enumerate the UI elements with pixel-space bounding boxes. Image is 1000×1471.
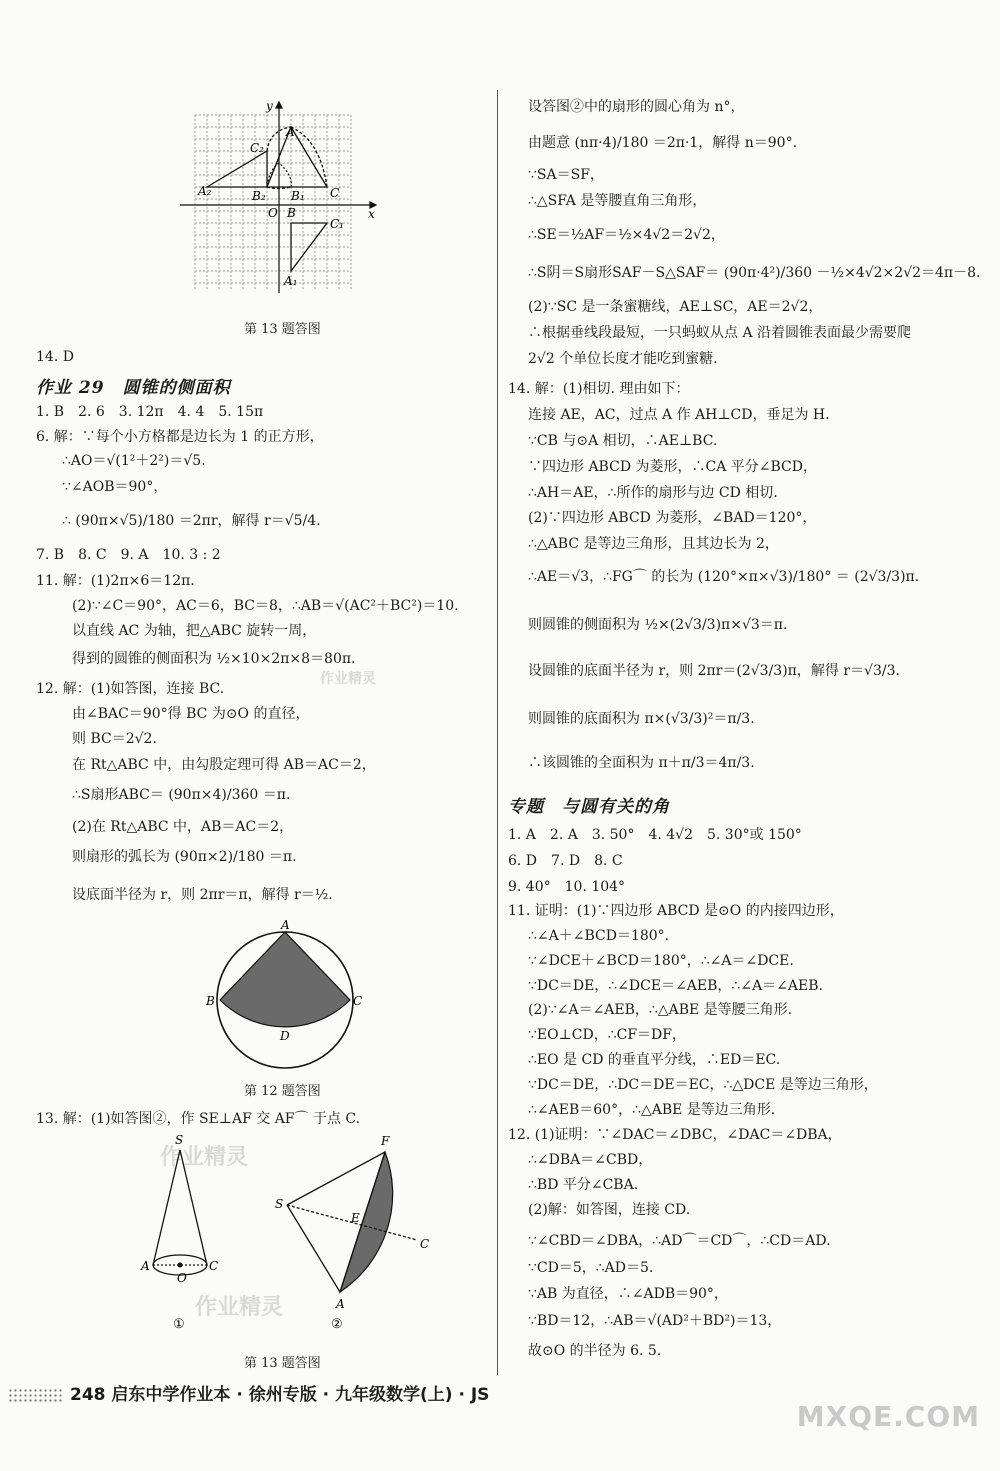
figure-12-diagram xyxy=(200,915,370,1070)
footer-dot-pattern xyxy=(8,1388,64,1402)
right-line-12: ∵四边形 ABCD 为菱形，∴CA 平分∠BCD， xyxy=(528,459,817,475)
sector-label-C: C xyxy=(420,1237,430,1251)
right-line-15: ∴△ABC 是等边三角形，且其边长为 2， xyxy=(528,536,779,552)
cone xyxy=(153,1150,207,1275)
right-line-16: ∴AE＝√3，∴FG⌒ 的长为 (120°×π×√3)/180° ＝ (2√3/3)π. xyxy=(528,569,920,585)
right-line-5: ∴S阴＝S扇形SAF－S△SAF＝ (90π·4²)/360 －½×4√2×2√2＝4π－8. xyxy=(528,265,981,281)
label-B: B xyxy=(287,206,296,220)
section-title-29: 作业 29 圆锥的侧面积 xyxy=(36,378,231,398)
cone-label-A: A xyxy=(141,1259,150,1273)
answer-14: 14. D xyxy=(36,349,74,365)
site-watermark: MXQE.COM xyxy=(796,1400,980,1433)
page-footer xyxy=(8,1380,489,1405)
center-dot xyxy=(178,1263,183,1268)
figure-13b-caption: 第 13 题答图 xyxy=(244,1356,321,1371)
right2-line-10: ∵DC＝DE，∴DC＝DE＝EC，∴△DCE 是等边三角形， xyxy=(528,1077,878,1093)
right-line-3: ∴△SFA 是等腰直角三角形， xyxy=(528,193,707,209)
right2-line-7: (2)∵∠A＝∠AEB，∴△ABE 是等腰三角形. xyxy=(528,1002,793,1018)
sector-label-F: F xyxy=(381,1134,390,1148)
figure-label-2: ② xyxy=(331,1317,343,1332)
label-C: C xyxy=(330,186,340,200)
right2-line-5: ∵∠DCE＋∠BCD＝180°，∴∠A＝∠DCE. xyxy=(528,953,794,969)
right-line-17: 则圆锥的侧面积为 ½×(2√3/3)π×√3＝π. xyxy=(528,617,788,633)
label-A1: A₁ xyxy=(284,274,298,288)
cone-label-S: S xyxy=(175,1133,184,1147)
sector-label-A: A xyxy=(336,1297,345,1311)
grid-lines xyxy=(195,115,351,290)
figure-13-caption: 第 13 题答图 xyxy=(244,322,321,337)
right-line-20: ∴该圆锥的全面积为 π＋π/3＝4π/3. xyxy=(528,755,755,771)
left-q13-line: 13. 解：(1)如答图②，作 SE⊥AF 交 AF⌒ 于点 C. xyxy=(36,1111,361,1127)
sector-label-S: S xyxy=(275,1197,284,1211)
right2-line-3: 11. 证明：(1)∵四边形 ABCD 是⊙O 的内接四边形， xyxy=(508,903,844,919)
right2-line-14: ∴BD 平分∠CBA. xyxy=(528,1177,639,1193)
left-line-6: 11. 解：(1)2π×6＝12π. xyxy=(36,573,195,589)
right-line-2: ∵SA＝SF， xyxy=(528,167,604,183)
right-line-8: 2√2 个单位长度才能吃到蜜糖. xyxy=(528,351,718,367)
left-line-3: ∵∠AOB＝90°， xyxy=(62,479,168,495)
right-line-11: ∵CB 与⊙A 相切，∴AE⊥BC. xyxy=(528,433,718,449)
left-line-11: 由∠BAC＝90°得 BC 为⊙O 的直径， xyxy=(72,706,310,722)
left-line-12: 则 BC＝2√2. xyxy=(72,731,157,747)
right2-line-0: 1. A 2. A 3. 50° 4. 4√2 5. 30°或 150° xyxy=(508,827,802,843)
footer-title: 启东中学作业本 · 徐州专版 · 九年级数学(上) · JS xyxy=(111,1385,490,1405)
figure-label-1: ① xyxy=(173,1317,185,1332)
left-line-10: 12. 解：(1)如答图，连接 BC. xyxy=(36,681,225,697)
left-line-17: 设底面半径为 r，则 2πr＝π，解得 r＝½. xyxy=(72,887,333,903)
left-line-14: ∴S扇形ABC＝ (90π×4)/360 ＝π. xyxy=(72,787,291,803)
right-line-10: 连接 AE，AC，过点 A 作 AH⊥CD，垂足为 H. xyxy=(528,407,830,423)
left-line-13: 在 Rt△ABC 中，由勾股定理可得 AB＝AC＝2， xyxy=(72,757,376,773)
right-line-0: 设答图②中的扇形的圆心角为 n°， xyxy=(528,99,745,115)
section-title-special: 专题 与圆有关的角 xyxy=(508,797,670,817)
page-number: 248 xyxy=(70,1385,106,1405)
stamp-watermark-1: 作业精灵 xyxy=(320,671,376,687)
right2-line-11: ∴∠AEB＝60°，∴△ABE 是等边三角形. xyxy=(528,1102,776,1118)
left-line-15: (2)在 Rt△ABC 中，AB＝AC＝2， xyxy=(72,819,294,835)
right2-line-2: 9. 40° 10. 104° xyxy=(508,879,626,895)
label-B2: B₂ xyxy=(252,189,266,203)
right-line-9: 14. 解：(1)相切. 理由如下： xyxy=(508,381,690,397)
right-line-1: 由题意 (nπ·4)/180 ＝2π·1，解得 n＝90°. xyxy=(528,135,798,151)
right2-line-17: ∵CD＝5，∴AD＝5. xyxy=(528,1260,654,1276)
figure-13b-diagram xyxy=(135,1130,445,1340)
left-line-9: 得到的圆锥的侧面积为 ½×10×2π×8＝80π. xyxy=(72,651,356,667)
left-line-8: 以直线 AC 为轴，把△ABC 旋转一周， xyxy=(72,623,317,639)
right2-line-9: ∴EO 是 CD 的垂直平分线，∴ED＝EC. xyxy=(528,1052,781,1068)
right-line-7: ∴根据垂线段最短，一只蚂蚁从点 A 沿着圆锥表面最少需要爬 xyxy=(528,325,912,341)
sector-label-E: E xyxy=(351,1211,360,1225)
right2-line-6: ∵DC＝DE，∴∠DCE＝∠AEB，∴∠A＝∠AEB. xyxy=(528,978,823,994)
figure-13-grid xyxy=(180,100,380,295)
right2-line-18: ∵AB 为直径，∴∠ADB＝90°， xyxy=(528,1286,728,1302)
column-divider xyxy=(497,90,498,1375)
cone-label-O: O xyxy=(177,1271,187,1285)
fig12-label-A: A xyxy=(281,918,290,932)
right2-line-8: ∵EO⊥CD，∴CF＝DF， xyxy=(528,1027,686,1043)
right2-line-1: 6. D 7. D 8. C xyxy=(508,853,623,869)
label-C1: C₁ xyxy=(330,217,344,231)
fig12-label-D: D xyxy=(280,1029,290,1043)
fig12-label-C: C xyxy=(353,994,363,1008)
left-line-16: 则扇形的弧长为 (90π×2)/180 ＝π. xyxy=(72,849,297,865)
right-line-13: ∴AH＝AE，∴所作的扇形与边 CD 相切. xyxy=(528,485,778,501)
right2-line-16: ∵∠CBD＝∠DBA，∴AD⌒＝CD⌒，∴CD＝AD. xyxy=(528,1233,831,1249)
right-line-14: (2)∵四边形 ABCD 为菱形，∠BAD＝120°， xyxy=(528,510,817,526)
label-B1: B₁ xyxy=(291,189,305,203)
left-line-2: ∴AO＝√(1²＋2²)＝√5. xyxy=(62,453,206,469)
left-line-7: (2)∵∠C＝90°，AC＝6，BC＝8，∴AB＝√(AC²＋BC²)＝10. xyxy=(72,598,459,614)
label-A: A xyxy=(286,125,295,139)
label-A2: A₂ xyxy=(198,184,212,198)
shaded-segment xyxy=(340,1152,393,1292)
right2-line-4: ∴∠A＋∠BCD＝180°. xyxy=(528,928,670,944)
left-line-1: 6. 解：∵每个小方格都是边长为 1 的正方形， xyxy=(36,429,324,445)
left-line-5: 7. B 8. C 9. A 10. 3 : 2 xyxy=(36,547,221,563)
right2-line-15: (2)解：如答图，连接 CD. xyxy=(528,1202,691,1218)
shaded-sector xyxy=(220,932,350,1027)
right-line-19: 则圆锥的底面积为 π×(√3/3)²＝π/3. xyxy=(528,711,755,727)
label-y: y xyxy=(266,100,273,113)
right-line-6: (2)∵SC 是一条蜜糖线，AE⊥SC，AE＝2√2， xyxy=(528,299,823,315)
right-line-4: ∴SE＝½AF＝½×4√2＝2√2， xyxy=(528,227,725,243)
label-O: O xyxy=(268,206,278,220)
stamp-watermark-2: 作业精灵 xyxy=(160,1145,249,1170)
left-line-0: 1. B 2. 6 3. 12π 4. 4 5. 15π xyxy=(36,404,264,420)
right2-line-13: ∴∠DBA＝∠CBD， xyxy=(528,1152,653,1168)
right2-line-12: 12. (1)证明：∵∠DAC＝∠DBC，∠DAC＝∠DBA， xyxy=(508,1127,842,1143)
cone-label-C: C xyxy=(209,1259,219,1273)
right-line-18: 设圆锥的底面半径为 r，则 2πr＝(2√3/3)π，解得 r＝√3/3. xyxy=(528,663,900,679)
label-C2: C₂ xyxy=(250,141,264,155)
figure-12-caption: 第 12 题答图 xyxy=(244,1084,321,1099)
fig12-label-B: B xyxy=(206,994,215,1008)
stamp-watermark-3: 作业精灵 xyxy=(195,1295,284,1320)
right2-line-20: 故⊙O 的半径为 6. 5. xyxy=(528,1343,662,1359)
label-x: x xyxy=(368,207,375,221)
right2-line-19: ∵BD＝12，∴AB＝√(AD²＋BD²)＝13， xyxy=(528,1313,782,1329)
left-line-4: ∴ (90π×√5)/180 ＝2πr，解得 r＝√5/4. xyxy=(62,513,321,529)
